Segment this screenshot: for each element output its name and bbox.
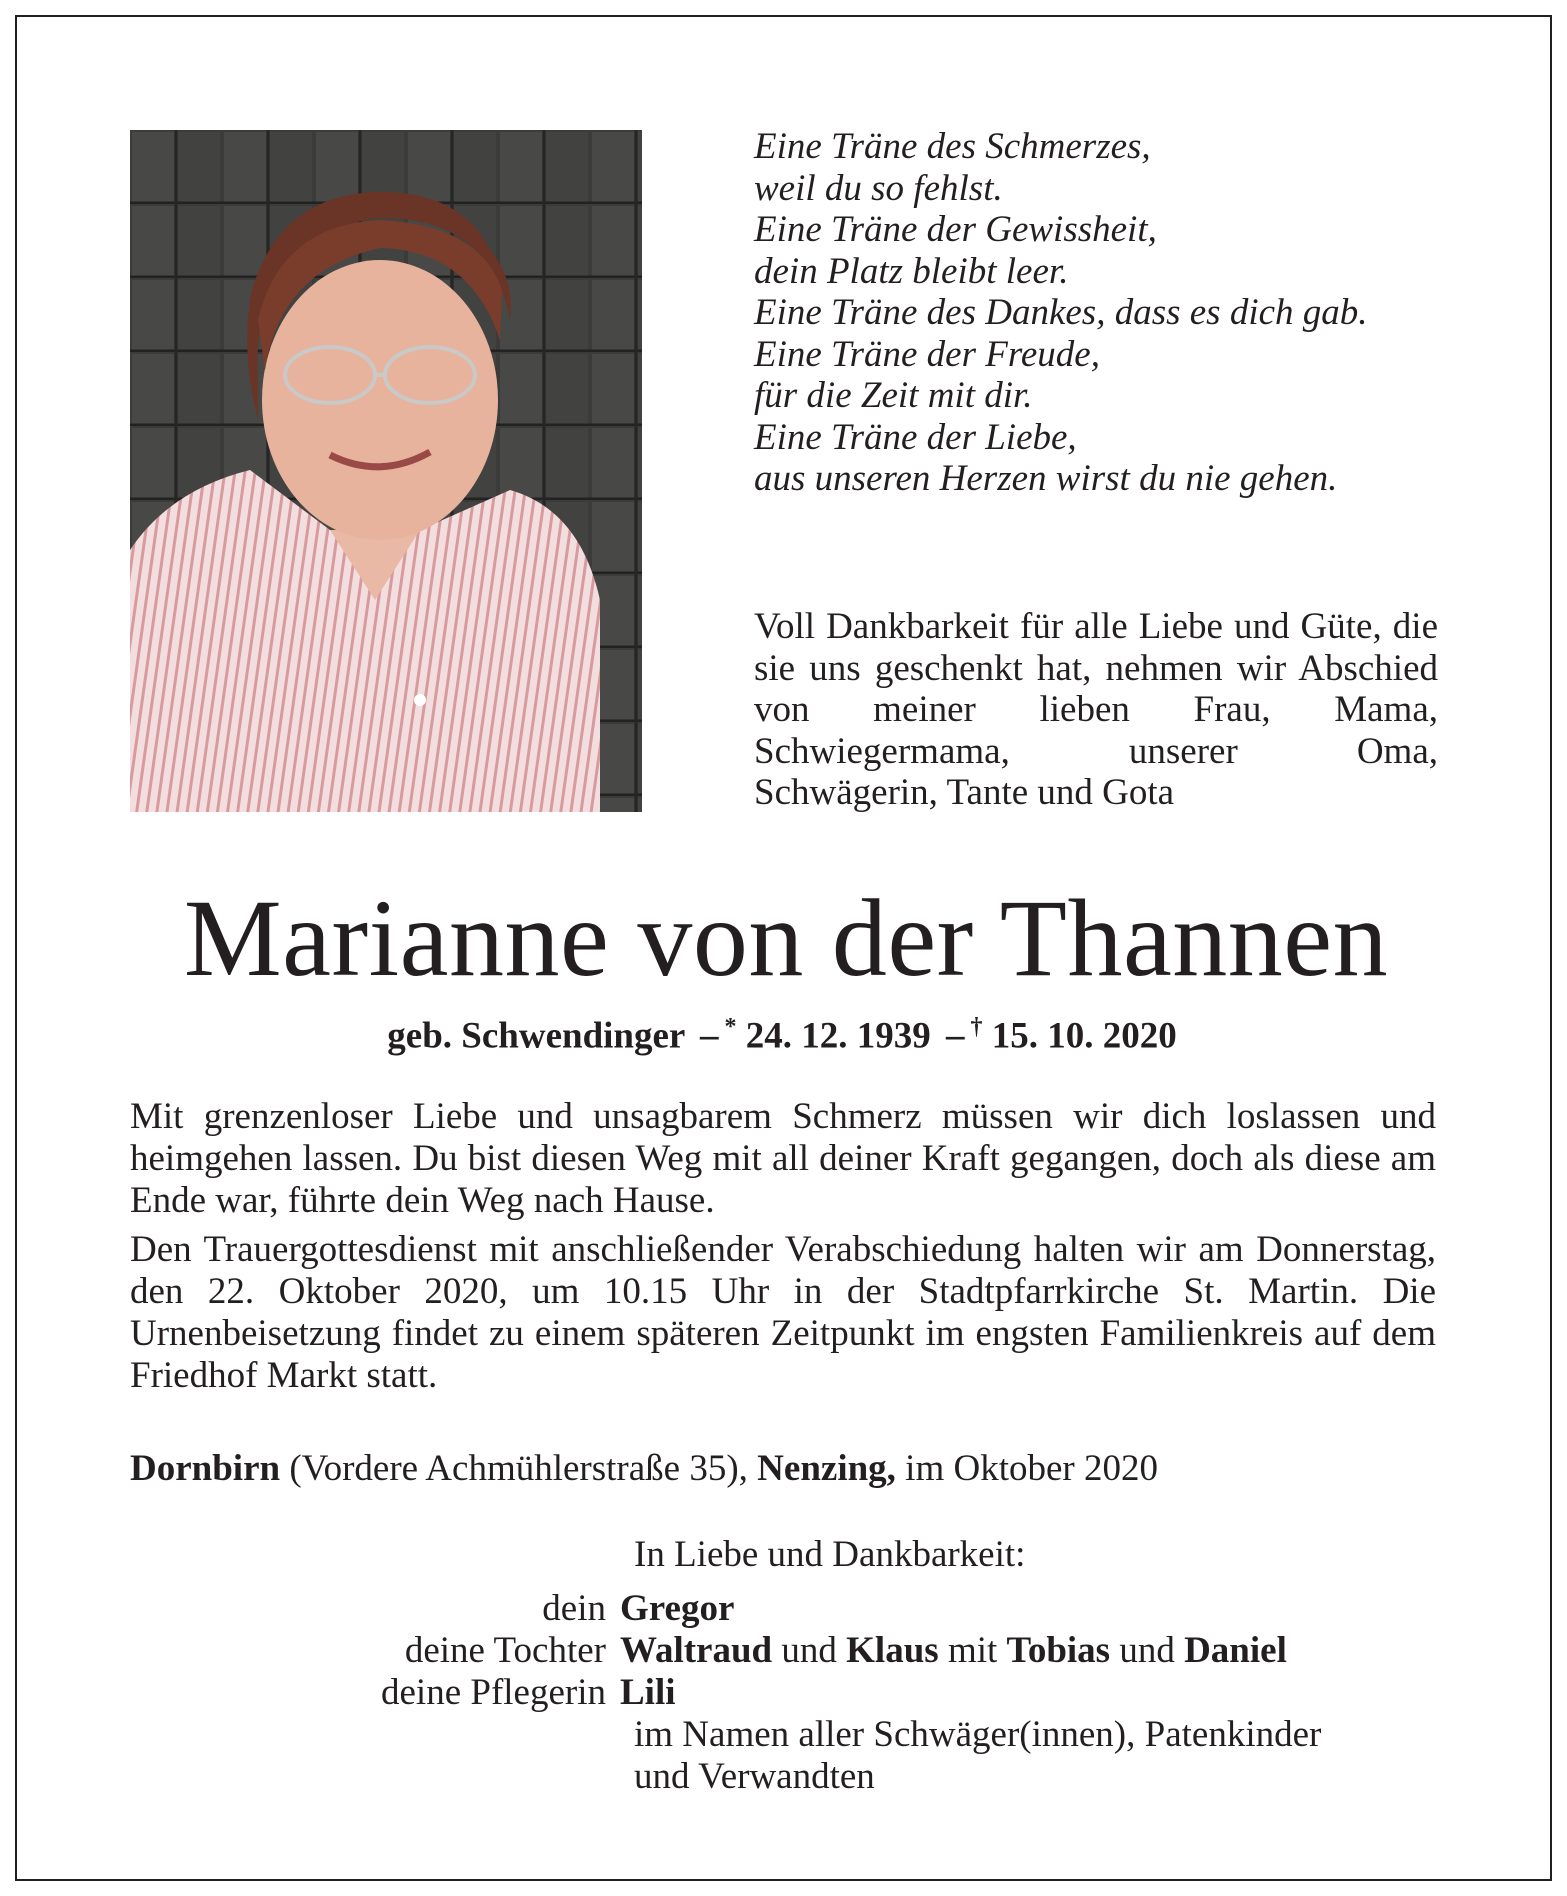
poem-line: Eine Träne der Freude,: [754, 333, 1100, 375]
mourners-list: [130, 1588, 1450, 1798]
poem: [754, 126, 1454, 500]
mourner-row: [130, 1630, 1450, 1672]
signature-intro: In Liebe und Dankbarkeit:: [634, 1534, 1026, 1575]
life-dates: [130, 1004, 1434, 1059]
relation-label: dein: [542, 1588, 606, 1629]
mourner-names: [620, 1588, 1450, 1630]
birth-symbol: *: [724, 1014, 737, 1040]
poem-line: für die Zeit mit dir.: [754, 375, 1033, 416]
mourner-name: Daniel: [1184, 1630, 1287, 1671]
announcement-body: [130, 1096, 1436, 1404]
connector: mit: [938, 1630, 1007, 1671]
mourner-names: [620, 1672, 1450, 1714]
deceased-name: Marianne von der Thannen: [183, 877, 1389, 999]
mourner-name: Tobias: [1006, 1630, 1111, 1671]
address: (Vordere Achmühlerstraße 35),: [280, 1448, 758, 1489]
connector: und: [1110, 1630, 1185, 1671]
mourner-name: Lili: [620, 1672, 676, 1713]
maiden-name: geb. Schwendinger: [387, 1015, 685, 1057]
farewell-paragraph: Mit grenzenloser Liebe und unsagbarem Schmerz müssen wir dich loslassen und heimgehen lassen. Du bist diesen Weg mit all deiner Kraft gegangen, doch als diese am Ende war, führte dein Weg nach Hause.: [130, 1096, 1436, 1221]
thanks-text: Voll Dankbarkeit für alle Liebe und Güte, die sie uns geschenkt hat, nehmen wir Abschied von meiner lieben Frau, Mama, Schwiegermama, unserer Oma,: [754, 606, 1438, 772]
portrait-photo-icon: [130, 130, 642, 812]
poem-line: Eine Träne des Schmerzes,: [754, 126, 1151, 167]
dash: –: [699, 1015, 719, 1057]
poem-line: dein Platz bleibt leer.: [754, 250, 1069, 292]
mourner-names: [620, 1630, 1450, 1672]
thanks-paragraph: [754, 606, 1438, 814]
poem-line: aus unseren Herzen wirst du nie gehen.: [754, 458, 1338, 499]
poem-line: Eine Träne des Dankes, dass es dich gab.: [754, 292, 1368, 333]
city-dornbirn: Dornbirn: [130, 1448, 281, 1489]
city-nenzing: Nenzing,: [757, 1448, 896, 1489]
service-paragraph: Den Trauergottesdienst mit anschließender Verabschiedung halten wir am Donnerstag, den 22. Oktober 2020, um 10.15 Uhr in der Stadtpfarrkirche St. Martin. Die Urnenbeisetzung findet zu einem späteren Zeitpunkt im engsten Familienkreis auf dem Friedhof Markt statt.: [130, 1229, 1436, 1396]
poem-line: Eine Träne der Gewissheit,: [754, 209, 1157, 250]
poem-line: weil du so fehlst.: [754, 167, 1003, 209]
thanks-last-line: Schwägerin, Tante und Gota: [754, 772, 1175, 813]
death-date: 15. 10. 2020: [991, 1015, 1177, 1057]
connector: und: [772, 1630, 847, 1671]
mourner-name: Klaus: [846, 1630, 939, 1671]
closing-line: im Namen aller Schwäger(innen), Patenkinder und Verwandten: [634, 1714, 1322, 1797]
birth-date: 24. 12. 1939: [745, 1015, 931, 1057]
poem-line: Eine Träne der Liebe,: [754, 416, 1077, 458]
relation-label: deine Pflegerin: [381, 1672, 606, 1713]
mourner-row: [130, 1672, 1450, 1714]
mourner-name: Waltraud: [620, 1630, 773, 1671]
death-symbol: †: [970, 1014, 983, 1040]
mourner-row: [130, 1588, 1450, 1630]
relation-label: deine Tochter: [404, 1630, 606, 1671]
portrait-photo: [130, 130, 642, 812]
place-and-date: [130, 1448, 1450, 1490]
dash: –: [945, 1015, 965, 1057]
mourner-name: Gregor: [620, 1588, 735, 1629]
month-year: im Oktober 2020: [895, 1448, 1158, 1489]
